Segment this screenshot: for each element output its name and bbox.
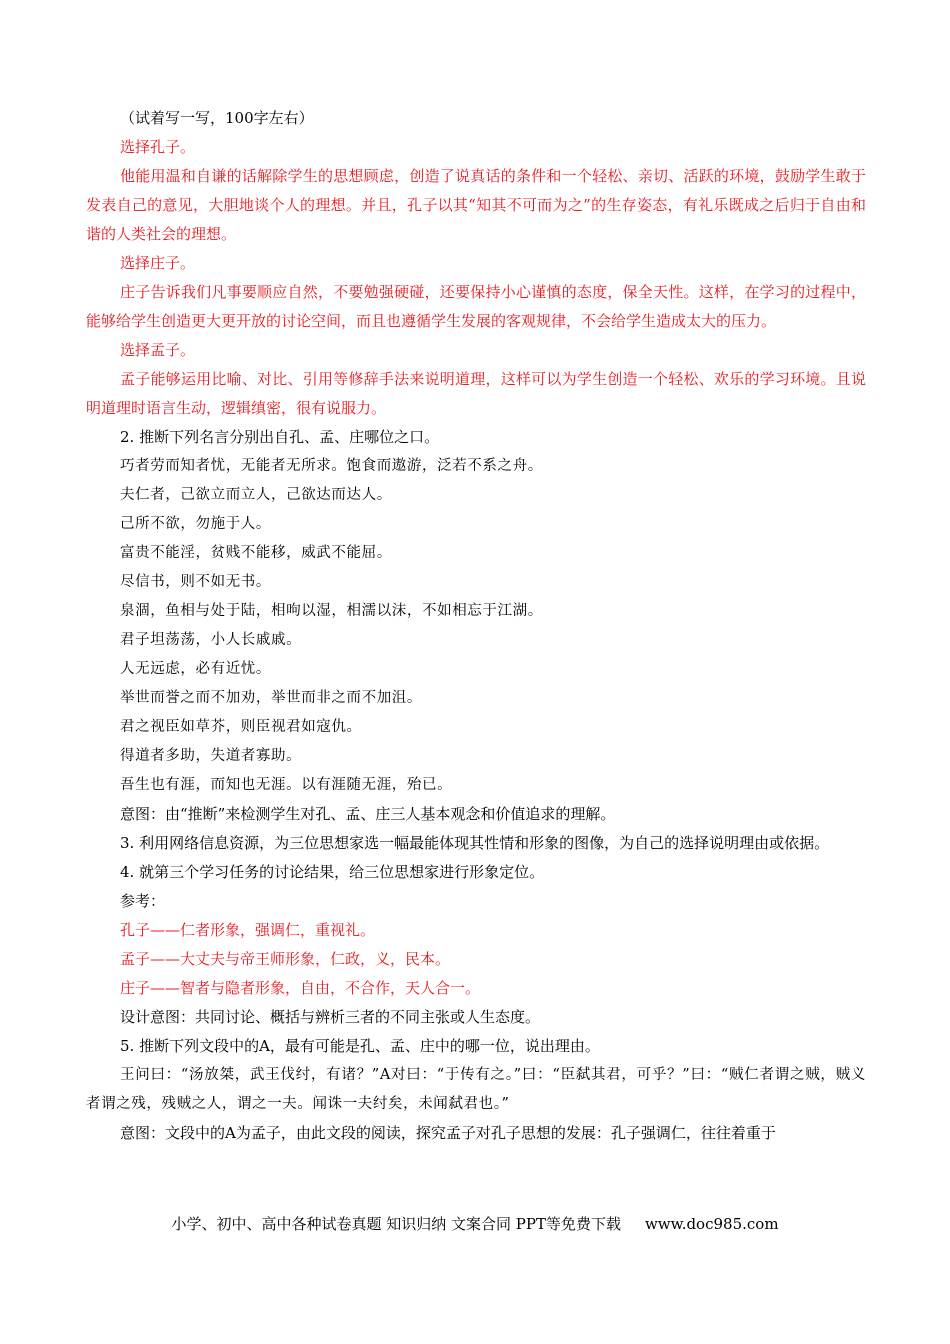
image-confucius: 孔子——仁者形象，强调仁，重视礼。 bbox=[120, 921, 376, 939]
question-3: 3. 利用网络信息资源，为三位思想家选一幅最能体现其性情和形象的图像，为自己的选择说明理由或依据。 bbox=[120, 834, 830, 852]
answer-mencius: 孟子能够运用比喻、对比、引用等修辞手法来说明道理，这样可以为学生创造一个轻松、欢乐的学习环境。且说明道理时语言生动，逻辑缜密，很有说服力。 bbox=[86, 370, 866, 417]
question-5: 5. 推断下列文段中的A，最有可能是孔、孟、庄中的哪一位，说出理由。 bbox=[120, 1037, 600, 1055]
quote-7: 君子坦荡荡，小人长戚戚。 bbox=[120, 632, 302, 648]
page-footer bbox=[0, 1213, 950, 1235]
question-4: 4. 就第三个学习任务的讨论结果，给三位思想家进行形象定位。 bbox=[120, 863, 545, 881]
footer-text: 小学、初中、高中各种试卷真题 知识归纳 文案合同 PPT等免费下载 bbox=[171, 1215, 621, 1233]
intent-2: 意图：由“推断”来检测学生对孔、孟、庄三人基本观念和价值追求的理解。 bbox=[120, 805, 616, 823]
footer-url[interactable]: www.doc985.com bbox=[644, 1215, 779, 1233]
quote-4: 富贵不能淫，贫贱不能移，威武不能屈。 bbox=[120, 545, 392, 561]
choice-zhuangzi: 选择庄子。 bbox=[120, 254, 196, 272]
answer-zhuangzi: 庄子告诉我们凡事要顺应自然，不要勉强硬碰，还要保持小心谨慎的态度，保全天性。这样，在学习的过程中，能够给学生创造更大更开放的讨论空间，而且也遵循学生发展的客观规律，不会给学生造成太大的压力。 bbox=[86, 283, 866, 330]
reference-label: 参考： bbox=[120, 892, 166, 910]
quote-2: 夫仁者，己欲立而立人，己欲达而达人。 bbox=[120, 487, 392, 503]
quote-9: 举世而誉之而不加劝，举世而非之而不加沮。 bbox=[120, 690, 422, 706]
prompt-note: （试着写一写，100字左右） bbox=[120, 109, 314, 127]
quote-10: 君之视臣如草芥，则臣视君如寇仇。 bbox=[120, 719, 362, 735]
quote-5: 尽信书，则不如无书。 bbox=[120, 574, 271, 590]
answer-confucius: 他能用温和自谦的话解除学生的思想顾虑，创造了说真话的条件和一个轻松、亲切、活跃的环境，鼓励学生敢于发表自己的意见，大胆地谈个人的理想。并且，孔子以其“知其不可而为之”的生存姿态，有礼乐既成之后归于自由和谐的人类社会的理想。 bbox=[86, 167, 866, 243]
design-intent-4: 设计意图：共同讨论、概括与辨析三者的不同主张或人生态度。 bbox=[120, 1008, 541, 1026]
quote-3: 己所不欲，勿施于人。 bbox=[120, 516, 271, 532]
document-body bbox=[86, 104, 866, 1148]
passage-5: 王问曰：“汤放桀，武王伐纣，有诸？”A对曰：“于传有之。”曰：“臣弑其君，可乎？”曰：“贼仁者谓之贼，贼义者谓之残，残贼之人，谓之一夫。闻诛一夫纣矣，未闻弑君也。” bbox=[86, 1067, 866, 1112]
quote-12: 吾生也有涯，而知也无涯。以有涯随无涯，殆已。 bbox=[120, 777, 453, 793]
quote-6: 泉涸，鱼相与处于陆，相呴以湿，相濡以沫，不如相忘于江湖。 bbox=[120, 603, 543, 619]
image-mencius: 孟子——大丈夫与帝王师形象，仁政，义，民本。 bbox=[120, 950, 451, 968]
quote-1: 巧者劳而知者忧，无能者无所求。饱食而遨游，泛若不系之舟。 bbox=[120, 458, 543, 474]
image-zhuangzi: 庄子——智者与隐者形象，自由，不合作，天人合一。 bbox=[120, 979, 481, 997]
quote-8: 人无远虑，必有近忧。 bbox=[120, 661, 271, 677]
choice-mencius: 选择孟子。 bbox=[120, 341, 196, 359]
intent-5: 意图：文段中的A为孟子，由此文段的阅读，探究孟子对孔子思想的发展：孔子强调仁，往往着重于 bbox=[120, 1124, 776, 1142]
quote-11: 得道者多助，失道者寡助。 bbox=[120, 748, 302, 764]
choice-confucius: 选择孔子。 bbox=[120, 138, 196, 156]
question-2: 2. 推断下列名言分别出自孔、孟、庄哪位之口。 bbox=[120, 428, 440, 446]
